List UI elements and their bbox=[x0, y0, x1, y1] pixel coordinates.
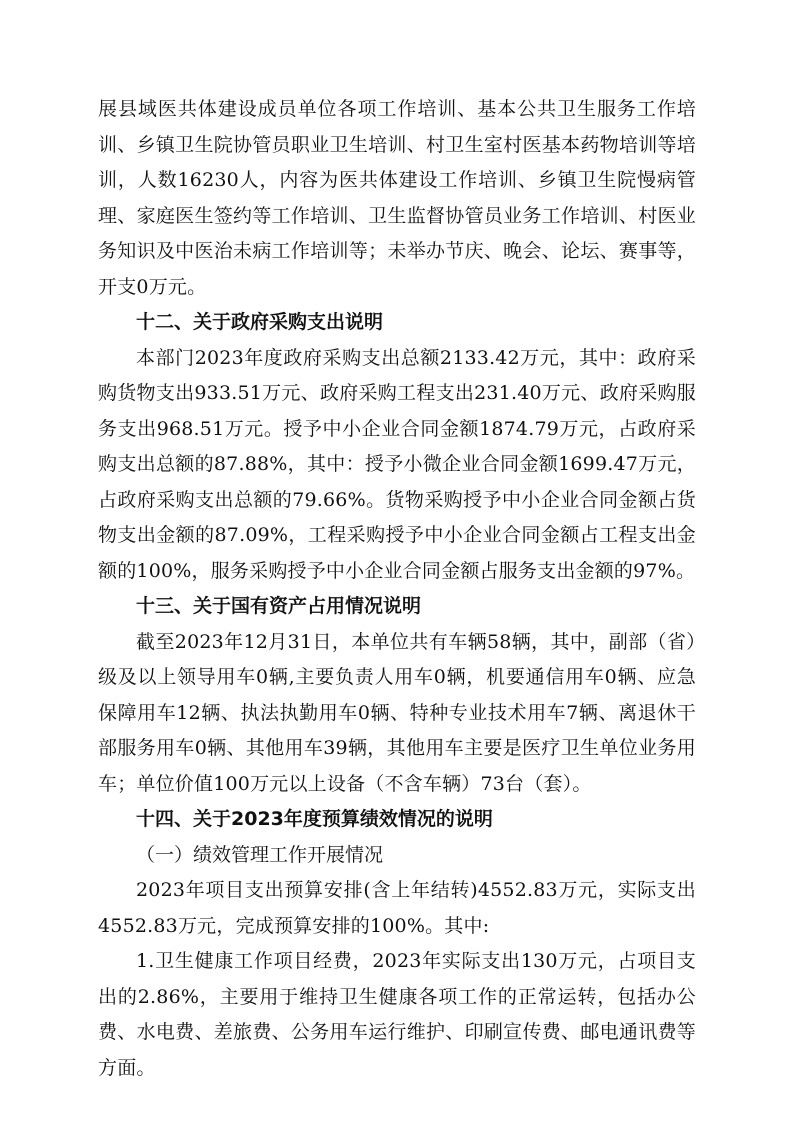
paragraph-training: 展县域医共体建设成员单位各项工作培训、基本公共卫生服务工作培训、乡镇卫生院协管员职业卫生培训、村卫生室村医基本药物培训等培训，人数16230人，内容为医共体建设工作培训、乡镇卫生院慢病管理、家庭医生签约等工作培训、卫生监督协管员业务工作培训、村医业务知识及中医治未病工作培训等；未举办节庆、晚会、论坛、赛事等，开支0万元。 bbox=[98, 98, 696, 298]
section-heading-performance: 十四、关于2023年度预算绩效情况的说明 bbox=[136, 808, 493, 830]
subsection-heading-performance-management: （一）绩效管理工作开展情况 bbox=[136, 843, 384, 866]
paragraph-project-budget: 2023年项目支出预算安排(含上年结转)4552.83万元，实际支出4552.83万元，完成预算安排的100%。其中: bbox=[98, 879, 696, 937]
paragraph-assets: 截至2023年12月31日，本单位共有车辆58辆，其中，副部（省）级及以上领导用车0辆,主要负责人用车0辆，机要通信用车0辆、应急保障用车12辆、执法执勤用车0辆、特种专业技术用车7辆、离退休干部服务用车0辆、其他用车39辆，其他用车主要是医疗卫生单位业务用车；单位价值100万元以上设备（不含车辆）73台（套）。 bbox=[98, 630, 696, 795]
section-heading-procurement: 十二、关于政府采购支出说明 bbox=[136, 311, 384, 333]
paragraph-procurement: 本部门2023年度政府采购支出总额2133.42万元，其中：政府采购货物支出933.51万元、政府采购工程支出231.40万元、政府采购服务支出968.51万元。授予中小企业合同金额1874.79万元，占政府采购支出总额的87.88%，其中：授予小微企业合同金额1699.47万元，占政府采购支出总额的79.66%。货物采购授予中小企业合同金额占货物支出金额的87.09%，工程采购授予中小企业合同金额占工程支出金额的100%，服务采购授予中小企业合同金额占服务支出金额的97%。 bbox=[98, 346, 696, 582]
document-body bbox=[98, 92, 696, 1086]
paragraph-health-project-funds: 1.卫生健康工作项目经费，2023年实际支出130万元，占项目支出的2.86%，主要用于维持卫生健康各项工作的正常运转，包括办公费、水电费、差旅费、公务用车运行维护、印刷宣传费、邮电通讯费等方面。 bbox=[98, 950, 696, 1079]
section-heading-assets: 十三、关于国有资产占用情况说明 bbox=[136, 595, 422, 617]
